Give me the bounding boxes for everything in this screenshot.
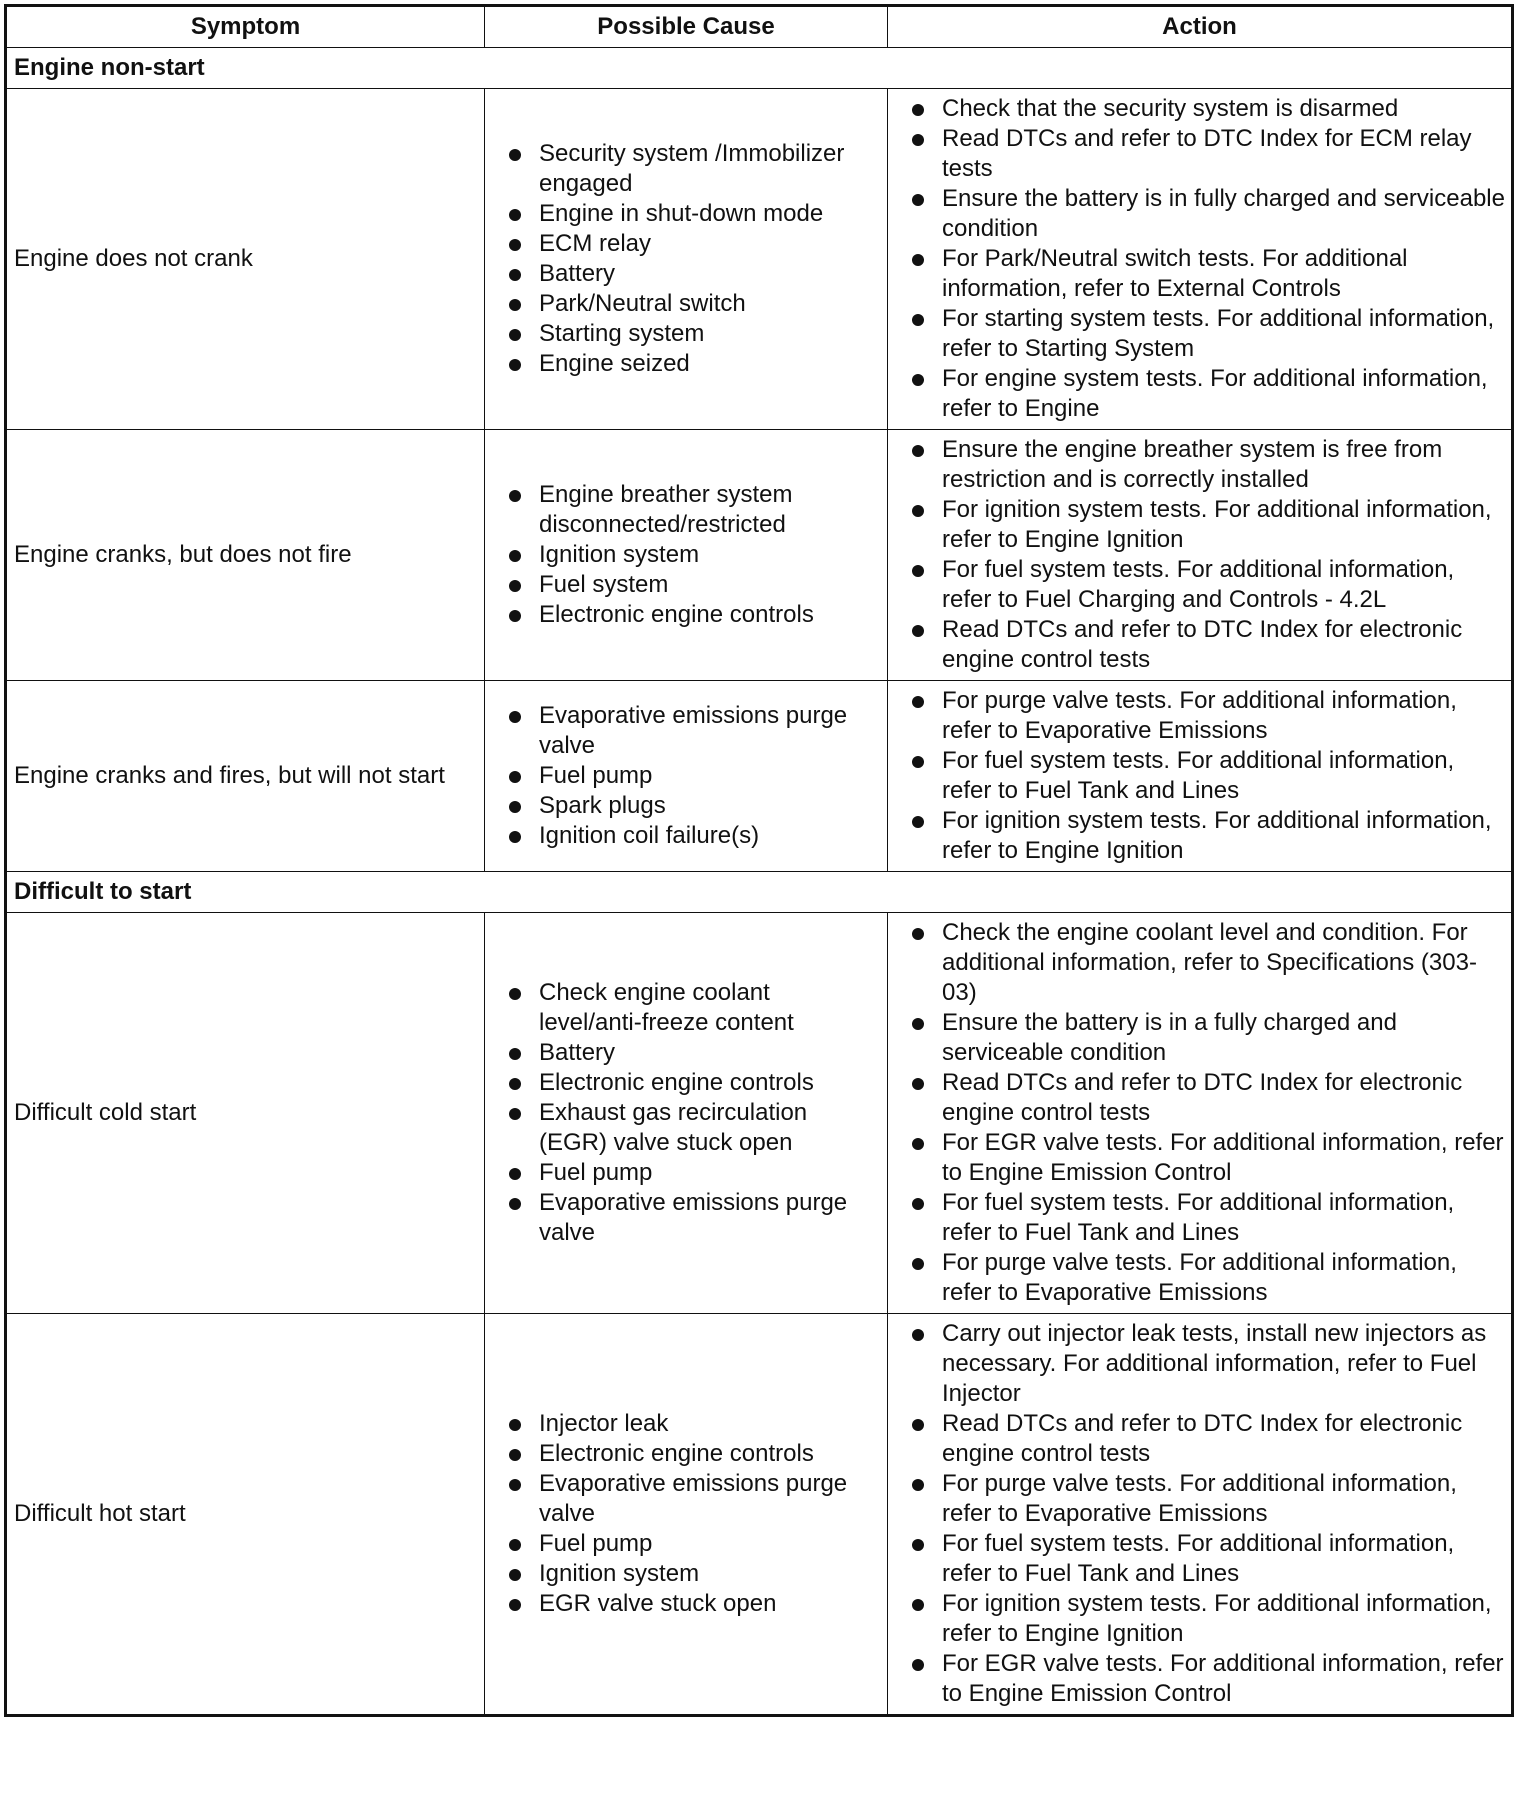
table-row	[6, 1314, 1513, 1716]
cause-item: Ignition system	[507, 1559, 875, 1589]
header-action: Action	[888, 6, 1513, 48]
cause-item: Fuel system	[507, 570, 875, 600]
action-item: For ignition system tests. For additional information, refer to Engine Ignition	[910, 495, 1505, 555]
action-list	[910, 94, 1505, 424]
cause-list	[507, 978, 875, 1248]
action-list	[910, 686, 1505, 866]
cause-item: Fuel pump	[507, 1529, 875, 1559]
action-item: For ignition system tests. For additional information, refer to Engine Ignition	[910, 1589, 1505, 1649]
action-item: Read DTCs and refer to DTC Index for ECM relay tests	[910, 124, 1505, 184]
section-header-row	[6, 872, 1513, 913]
cause-item: Security system /Immobilizer engaged	[507, 139, 875, 199]
cause-item: Electronic engine controls	[507, 1439, 875, 1469]
cause-item: Check engine coolant level/anti-freeze content	[507, 978, 875, 1038]
possible-cause-cell	[485, 1314, 888, 1716]
cause-list	[507, 701, 875, 851]
cause-item: Injector leak	[507, 1409, 875, 1439]
symptom-cell: Engine does not crank	[6, 89, 485, 430]
action-item: For fuel system tests. For additional information, refer to Fuel Tank and Lines	[910, 1188, 1505, 1248]
action-item: Check that the security system is disarmed	[910, 94, 1505, 124]
action-cell	[888, 430, 1513, 681]
action-item: For starting system tests. For additional information, refer to Starting System	[910, 304, 1505, 364]
cause-list	[507, 139, 875, 379]
cause-item: Ignition coil failure(s)	[507, 821, 875, 851]
cause-item: Park/Neutral switch	[507, 289, 875, 319]
cause-list	[507, 480, 875, 630]
action-item: For engine system tests. For additional information, refer to Engine	[910, 364, 1505, 424]
cause-item: Engine seized	[507, 349, 875, 379]
cause-item: Ignition system	[507, 540, 875, 570]
symptom-chart-table	[4, 4, 1514, 1717]
cause-item: Evaporative emissions purge valve	[507, 1188, 875, 1248]
action-item: Check the engine coolant level and condition. For additional information, refer to Specifications (303-03)	[910, 918, 1505, 1008]
action-cell	[888, 89, 1513, 430]
header-possible-cause: Possible Cause	[485, 6, 888, 48]
action-item: For purge valve tests. For additional information, refer to Evaporative Emissions	[910, 1248, 1505, 1308]
cause-item: Engine in shut-down mode	[507, 199, 875, 229]
header-symptom: Symptom	[6, 6, 485, 48]
cause-item: Engine breather system disconnected/restricted	[507, 480, 875, 540]
cause-item: Evaporative emissions purge valve	[507, 1469, 875, 1529]
action-item: Read DTCs and refer to DTC Index for electronic engine control tests	[910, 1068, 1505, 1128]
action-item: For EGR valve tests. For additional information, refer to Engine Emission Control	[910, 1128, 1505, 1188]
action-list	[910, 1319, 1505, 1709]
section-header-row	[6, 48, 1513, 89]
cause-item: EGR valve stuck open	[507, 1589, 875, 1619]
possible-cause-cell	[485, 430, 888, 681]
table-row	[6, 89, 1513, 430]
cause-list	[507, 1409, 875, 1619]
cause-item: Spark plugs	[507, 791, 875, 821]
table-row	[6, 913, 1513, 1314]
action-item: For ignition system tests. For additional information, refer to Engine Ignition	[910, 806, 1505, 866]
action-item: Ensure the battery is in fully charged and serviceable condition	[910, 184, 1505, 244]
cause-item: Evaporative emissions purge valve	[507, 701, 875, 761]
table-body	[6, 48, 1513, 1716]
action-item: For fuel system tests. For additional information, refer to Fuel Charging and Controls - 4.2L	[910, 555, 1505, 615]
action-cell	[888, 913, 1513, 1314]
action-list	[910, 435, 1505, 675]
cause-item: Starting system	[507, 319, 875, 349]
cause-item: Fuel pump	[507, 761, 875, 791]
action-item: Read DTCs and refer to DTC Index for electronic engine control tests	[910, 615, 1505, 675]
diagnostic-sheet	[4, 4, 1511, 1717]
cause-item: Electronic engine controls	[507, 1068, 875, 1098]
action-item: Read DTCs and refer to DTC Index for electronic engine control tests	[910, 1409, 1505, 1469]
cause-item: Battery	[507, 259, 875, 289]
action-item: For purge valve tests. For additional information, refer to Evaporative Emissions	[910, 1469, 1505, 1529]
action-item: For EGR valve tests. For additional information, refer to Engine Emission Control	[910, 1649, 1505, 1709]
table-row	[6, 681, 1513, 872]
action-item: For fuel system tests. For additional information, refer to Fuel Tank and Lines	[910, 1529, 1505, 1589]
symptom-cell: Engine cranks, but does not fire	[6, 430, 485, 681]
action-item: Ensure the battery is in a fully charged and serviceable condition	[910, 1008, 1505, 1068]
action-list	[910, 918, 1505, 1308]
action-cell	[888, 1314, 1513, 1716]
symptom-cell: Difficult cold start	[6, 913, 485, 1314]
symptom-cell: Engine cranks and fires, but will not start	[6, 681, 485, 872]
action-item: Carry out injector leak tests, install new injectors as necessary. For additional information, refer to Fuel Injector	[910, 1319, 1505, 1409]
action-cell	[888, 681, 1513, 872]
section-title: Difficult to start	[6, 872, 1513, 913]
cause-item: Exhaust gas recirculation (EGR) valve stuck open	[507, 1098, 875, 1158]
cause-item: Fuel pump	[507, 1158, 875, 1188]
cause-item: Battery	[507, 1038, 875, 1068]
possible-cause-cell	[485, 89, 888, 430]
header-row	[6, 6, 1513, 48]
action-item: For Park/Neutral switch tests. For additional information, refer to External Controls	[910, 244, 1505, 304]
action-item: For fuel system tests. For additional information, refer to Fuel Tank and Lines	[910, 746, 1505, 806]
action-item: Ensure the engine breather system is free from restriction and is correctly installed	[910, 435, 1505, 495]
cause-item: Electronic engine controls	[507, 600, 875, 630]
possible-cause-cell	[485, 681, 888, 872]
action-item: For purge valve tests. For additional information, refer to Evaporative Emissions	[910, 686, 1505, 746]
section-title: Engine non-start	[6, 48, 1513, 89]
symptom-cell: Difficult hot start	[6, 1314, 485, 1716]
possible-cause-cell	[485, 913, 888, 1314]
table-row	[6, 430, 1513, 681]
cause-item: ECM relay	[507, 229, 875, 259]
